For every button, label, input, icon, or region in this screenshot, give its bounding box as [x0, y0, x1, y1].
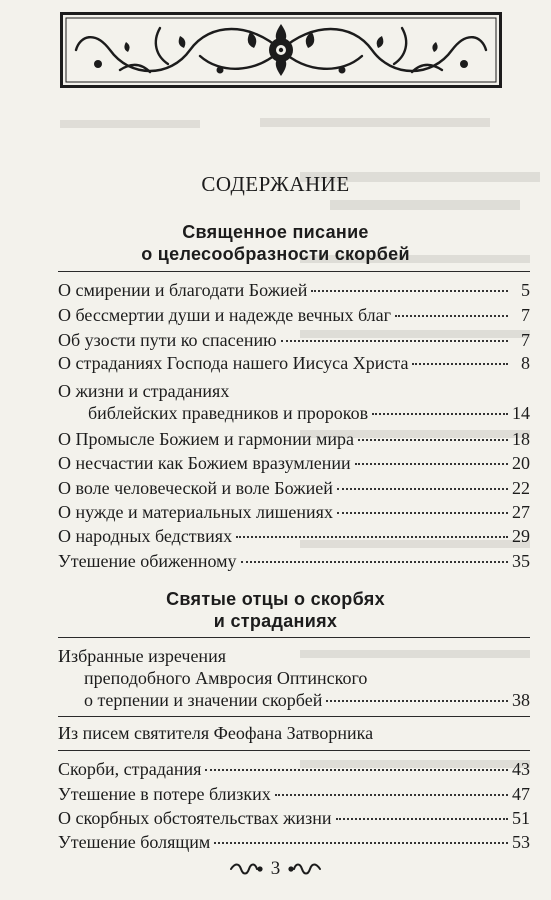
dot-leader	[275, 794, 508, 796]
toc-page-number: 35	[512, 551, 530, 571]
toc-entry[interactable]	[58, 477, 530, 499]
toc-entry-title: О нужде и материальных лишениях	[58, 502, 333, 522]
toc-page-number: 5	[521, 280, 530, 300]
page-footer	[0, 858, 551, 880]
dot-leader	[358, 439, 508, 441]
toc-entry-title: О смирении и благодати Божией	[58, 280, 308, 300]
toc-page-number: 20	[512, 453, 530, 473]
toc-entry[interactable]	[58, 783, 530, 805]
dot-leader	[336, 818, 508, 820]
toc-entry[interactable]	[58, 279, 530, 301]
dot-leader	[214, 842, 508, 844]
section-heading-line: Святые отцы о скорбях	[166, 589, 385, 609]
dot-leader	[395, 315, 508, 317]
toc-page-number: 43	[512, 759, 530, 779]
toc-entry-title: Утешение болящим	[58, 832, 211, 852]
toc-entry-title: О скорбных обстоятельствах жизни	[58, 808, 332, 828]
toc-entry-title: О бессмертии души и надежде вечных благ	[58, 305, 392, 325]
dot-leader	[281, 340, 508, 342]
floral-ornament-icon	[60, 12, 502, 88]
dot-leader	[241, 561, 509, 563]
toc-entry[interactable]	[58, 352, 530, 374]
page-number: 3	[270, 858, 281, 879]
scroll-ornament-icon	[288, 862, 322, 876]
toc-page-number: 14	[512, 403, 530, 423]
toc-page-number: 38	[512, 690, 530, 710]
toc-entry-title: О воле человеческой и воле Божией	[58, 478, 333, 498]
toc-entry[interactable]	[58, 452, 530, 474]
toc-entry[interactable]	[58, 501, 530, 523]
toc-entry-title: О Промысле Божием и гармонии мира	[58, 429, 354, 449]
toc-entry-title: Об узости пути ко спасению	[58, 330, 277, 350]
toc-page-number: 7	[521, 305, 530, 325]
toc-entry-title: библейских праведников и пророков	[88, 403, 369, 423]
toc-entry[interactable]	[58, 758, 530, 780]
toc-page-number: 27	[512, 502, 530, 522]
page-title: СОДЕРЖАНИЕ	[201, 172, 350, 196]
dot-leader	[337, 488, 508, 490]
section-rule	[58, 750, 530, 751]
section-heading-line: Священное писание	[182, 222, 369, 242]
section-heading	[0, 221, 551, 265]
toc-page-number: 47	[512, 784, 530, 804]
toc-page-number: 7	[521, 330, 530, 350]
toc-page-number: 8	[521, 353, 530, 373]
toc-entry[interactable]	[58, 304, 530, 326]
toc-page-number: 18	[512, 429, 530, 449]
toc-entry[interactable]	[58, 525, 530, 547]
dot-leader	[337, 512, 508, 514]
subsection-heading: Из писем святителя Феофана Затворника	[58, 723, 374, 743]
toc-entry-title: Скорби, страдания	[58, 759, 202, 779]
section-heading	[0, 588, 551, 632]
toc-entry-title: о терпении и значении скорбей	[84, 690, 323, 710]
dot-leader	[412, 363, 508, 365]
section-rule	[58, 716, 530, 717]
toc-entry[interactable]	[58, 645, 530, 711]
toc-entry-title: О несчастии как Божием вразумлении	[58, 453, 351, 473]
toc-entry[interactable]	[58, 329, 530, 351]
toc-entry-title: О страданиях Господа нашего Иисуса Христа	[58, 353, 409, 373]
section-heading-line: о целесообразности скорбей	[141, 244, 410, 264]
dot-leader	[205, 769, 508, 771]
dot-leader	[236, 536, 508, 538]
toc-entry[interactable]	[58, 380, 530, 424]
scroll-ornament-icon	[229, 862, 263, 876]
toc-entry-title: Утешение в потере близких	[58, 784, 271, 804]
toc-entry[interactable]	[58, 831, 530, 853]
toc-entry-title: Избранные изречения	[58, 646, 226, 666]
section-rule	[58, 271, 530, 272]
toc-entry-title: О народных бедствиях	[58, 526, 233, 546]
dot-leader	[326, 700, 508, 702]
toc-entry[interactable]	[58, 807, 530, 829]
toc-entry-title: О жизни и страданиях	[58, 381, 230, 401]
dot-leader	[311, 290, 508, 292]
toc-page-number: 51	[512, 808, 530, 828]
dot-leader	[355, 463, 508, 465]
toc-entry[interactable]	[58, 550, 530, 572]
toc-page-number: 53	[512, 832, 530, 852]
dot-leader	[372, 413, 508, 415]
section-rule	[58, 637, 530, 638]
toc-entry-title: Утешение обиженному	[58, 551, 237, 571]
section-heading-line: и страданиях	[213, 611, 338, 631]
toc-page-number: 22	[512, 478, 530, 498]
toc-entry[interactable]	[58, 428, 530, 450]
toc-entry-title: преподобного Амвросия Оптинского	[84, 668, 368, 688]
toc-page-number: 29	[512, 526, 530, 546]
